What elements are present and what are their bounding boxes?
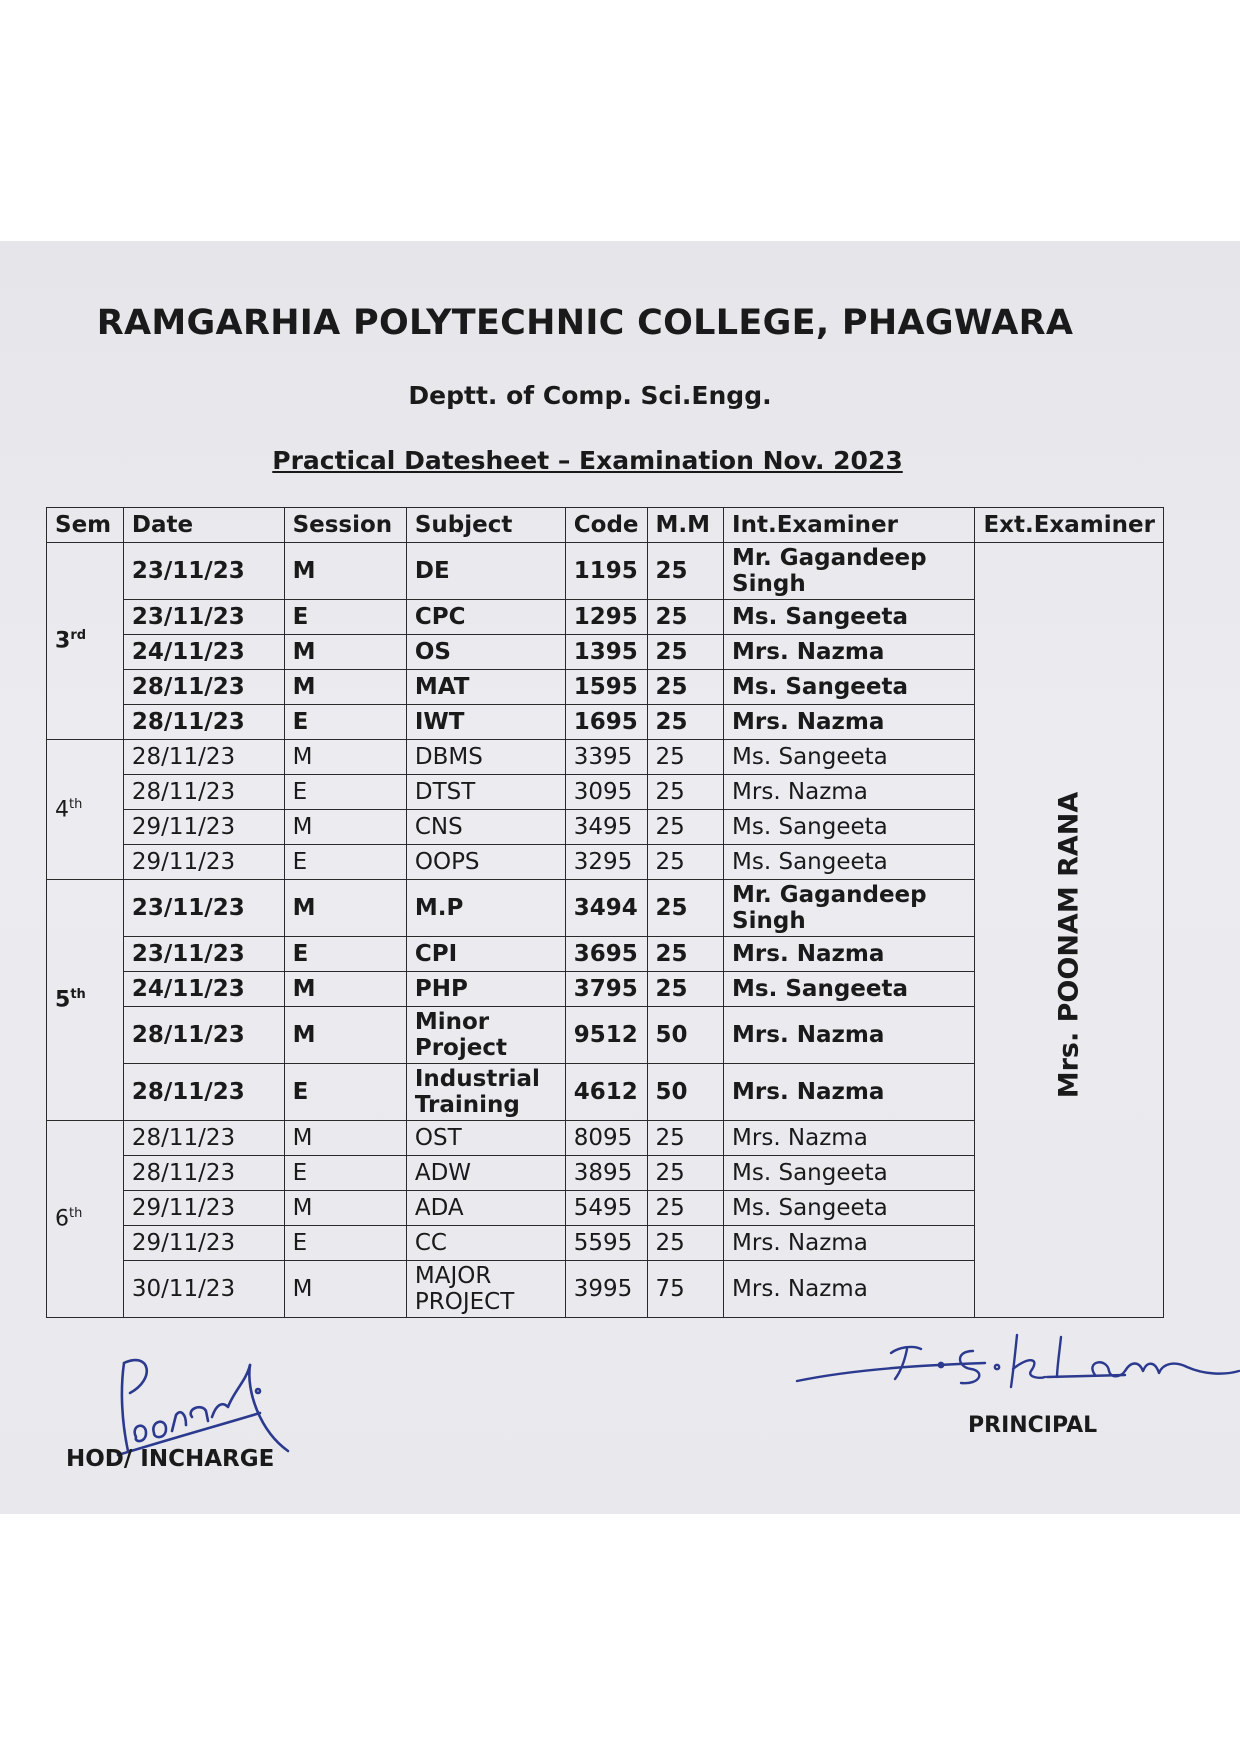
max-marks-cell: 50 xyxy=(647,1007,724,1064)
int-examiner-cell: Ms. Sangeeta xyxy=(724,845,975,880)
subject-cell: DBMS xyxy=(406,740,565,775)
principal-label: PRINCIPAL xyxy=(968,1413,1098,1438)
int-examiner-cell: Mrs. Nazma xyxy=(724,1121,975,1156)
subject-cell: ADW xyxy=(406,1156,565,1191)
code-cell: 1395 xyxy=(565,635,647,670)
date-cell: 29/11/23 xyxy=(123,1226,284,1261)
session-cell: M xyxy=(284,1191,406,1226)
subject-cell: CNS xyxy=(406,810,565,845)
code-cell: 9512 xyxy=(565,1007,647,1064)
date-cell: 29/11/23 xyxy=(123,845,284,880)
code-cell: 1695 xyxy=(565,705,647,740)
code-cell: 1295 xyxy=(565,600,647,635)
max-marks-cell: 25 xyxy=(647,600,724,635)
column-header: M.M xyxy=(647,508,724,543)
code-cell: 5495 xyxy=(565,1191,647,1226)
max-marks-cell: 25 xyxy=(647,543,724,600)
int-examiner-cell: Ms. Sangeeta xyxy=(724,740,975,775)
subject-cell: Minor Project xyxy=(406,1007,565,1064)
date-cell: 30/11/23 xyxy=(123,1261,284,1318)
semester-cell: 5th xyxy=(47,880,124,1121)
session-cell: E xyxy=(284,845,406,880)
column-header: Int.Examiner xyxy=(724,508,975,543)
code-cell: 3695 xyxy=(565,937,647,972)
date-cell: 28/11/23 xyxy=(123,670,284,705)
date-cell: 29/11/23 xyxy=(123,810,284,845)
max-marks-cell: 25 xyxy=(647,1226,724,1261)
code-cell: 5595 xyxy=(565,1226,647,1261)
principal-signature xyxy=(795,1331,1240,1401)
document-sheet xyxy=(0,241,1240,1514)
code-cell: 4612 xyxy=(565,1064,647,1121)
code-cell: 3095 xyxy=(565,775,647,810)
subject-cell: Industrial Training xyxy=(406,1064,565,1121)
column-header: Sem xyxy=(47,508,124,543)
code-cell: 3895 xyxy=(565,1156,647,1191)
subject-cell: OS xyxy=(406,635,565,670)
ext-examiner-cell xyxy=(975,543,1164,1318)
int-examiner-cell: Mrs. Nazma xyxy=(724,1007,975,1064)
int-examiner-cell: Mrs. Nazma xyxy=(724,775,975,810)
max-marks-cell: 25 xyxy=(647,937,724,972)
hod-label: HOD/ INCHARGE xyxy=(66,1446,275,1472)
date-cell: 23/11/23 xyxy=(123,543,284,600)
session-cell: M xyxy=(284,670,406,705)
date-cell: 23/11/23 xyxy=(123,937,284,972)
college-title: RAMGARHIA POLYTECHNIC COLLEGE, PHAGWARA xyxy=(96,303,1074,343)
int-examiner-cell: Mr. Gagandeep Singh xyxy=(724,543,975,600)
column-header: Subject xyxy=(406,508,565,543)
hod-signature xyxy=(110,1351,300,1461)
max-marks-cell: 75 xyxy=(647,1261,724,1318)
subject-cell: M.P xyxy=(406,880,565,937)
session-cell: M xyxy=(284,740,406,775)
session-cell: M xyxy=(284,1007,406,1064)
max-marks-cell: 25 xyxy=(647,1156,724,1191)
code-cell: 8095 xyxy=(565,1121,647,1156)
date-cell: 24/11/23 xyxy=(123,635,284,670)
date-cell: 28/11/23 xyxy=(123,705,284,740)
date-cell: 28/11/23 xyxy=(123,1064,284,1121)
semester-cell: 6th xyxy=(47,1121,124,1318)
date-cell: 23/11/23 xyxy=(123,880,284,937)
subject-cell: MAT xyxy=(406,670,565,705)
date-cell: 28/11/23 xyxy=(123,1121,284,1156)
max-marks-cell: 25 xyxy=(647,1121,724,1156)
date-cell: 28/11/23 xyxy=(123,1156,284,1191)
session-cell: E xyxy=(284,1064,406,1121)
int-examiner-cell: Mrs. Nazma xyxy=(724,1064,975,1121)
max-marks-cell: 25 xyxy=(647,845,724,880)
int-examiner-cell: Ms. Sangeeta xyxy=(724,600,975,635)
session-cell: E xyxy=(284,1226,406,1261)
max-marks-cell: 25 xyxy=(647,705,724,740)
ext-examiner-name: Mrs. POONAM RANA xyxy=(1053,792,1085,1099)
max-marks-cell: 25 xyxy=(647,740,724,775)
int-examiner-cell: Ms. Sangeeta xyxy=(724,1156,975,1191)
max-marks-cell: 25 xyxy=(647,880,724,937)
code-cell: 3494 xyxy=(565,880,647,937)
max-marks-cell: 25 xyxy=(647,635,724,670)
date-cell: 28/11/23 xyxy=(123,740,284,775)
session-cell: M xyxy=(284,810,406,845)
int-examiner-cell: Ms. Sangeeta xyxy=(724,670,975,705)
code-cell: 3795 xyxy=(565,972,647,1007)
session-cell: M xyxy=(284,880,406,937)
int-examiner-cell: Ms. Sangeeta xyxy=(724,972,975,1007)
code-cell: 3395 xyxy=(565,740,647,775)
date-cell: 28/11/23 xyxy=(123,775,284,810)
signature-strokes xyxy=(118,1360,288,1455)
subject-cell: DTST xyxy=(406,775,565,810)
code-cell: 3495 xyxy=(565,810,647,845)
column-header: Ext.Examiner xyxy=(975,508,1164,543)
code-cell: 1195 xyxy=(565,543,647,600)
datesheet-table xyxy=(46,507,1164,1318)
int-examiner-cell: Mrs. Nazma xyxy=(724,705,975,740)
max-marks-cell: 50 xyxy=(647,1064,724,1121)
subject-cell: OOPS xyxy=(406,845,565,880)
subject-cell: OST xyxy=(406,1121,565,1156)
session-cell: M xyxy=(284,1261,406,1318)
int-examiner-cell: Mrs. Nazma xyxy=(724,1261,975,1318)
subject-cell: CPI xyxy=(406,937,565,972)
subject-cell: MAJOR PROJECT xyxy=(406,1261,565,1318)
session-cell: E xyxy=(284,705,406,740)
table-header-row xyxy=(47,508,1164,543)
semester-cell: 3rd xyxy=(47,543,124,740)
int-examiner-cell: Mr. Gagandeep Singh xyxy=(724,880,975,937)
session-cell: M xyxy=(284,543,406,600)
semester-cell: 4th xyxy=(47,740,124,880)
subject-cell: IWT xyxy=(406,705,565,740)
int-examiner-cell: Mrs. Nazma xyxy=(724,937,975,972)
code-cell: 1595 xyxy=(565,670,647,705)
subject-cell: CC xyxy=(406,1226,565,1261)
date-cell: 24/11/23 xyxy=(123,972,284,1007)
max-marks-cell: 25 xyxy=(647,972,724,1007)
session-cell: E xyxy=(284,600,406,635)
int-examiner-cell: Mrs. Nazma xyxy=(724,1226,975,1261)
int-examiner-cell: Ms. Sangeeta xyxy=(724,810,975,845)
column-header: Session xyxy=(284,508,406,543)
session-cell: E xyxy=(284,775,406,810)
session-cell: M xyxy=(284,1121,406,1156)
subject-cell: ADA xyxy=(406,1191,565,1226)
int-examiner-cell: Ms. Sangeeta xyxy=(724,1191,975,1226)
subject-cell: CPC xyxy=(406,600,565,635)
datesheet-title: Practical Datesheet – Examination Nov. 2023 xyxy=(272,446,903,475)
department-name: Deptt. of Comp. Sci.Engg. xyxy=(408,381,772,410)
max-marks-cell: 25 xyxy=(647,810,724,845)
session-cell: M xyxy=(284,972,406,1007)
code-cell: 3995 xyxy=(565,1261,647,1318)
code-cell: 3295 xyxy=(565,845,647,880)
int-examiner-cell: Mrs. Nazma xyxy=(724,635,975,670)
subject-cell: PHP xyxy=(406,972,565,1007)
column-header: Code xyxy=(565,508,647,543)
session-cell: E xyxy=(284,937,406,972)
max-marks-cell: 25 xyxy=(647,775,724,810)
date-cell: 29/11/23 xyxy=(123,1191,284,1226)
max-marks-cell: 25 xyxy=(647,1191,724,1226)
date-cell: 28/11/23 xyxy=(123,1007,284,1064)
session-cell: E xyxy=(284,1156,406,1191)
column-header: Date xyxy=(123,508,284,543)
date-cell: 23/11/23 xyxy=(123,600,284,635)
max-marks-cell: 25 xyxy=(647,670,724,705)
table-row xyxy=(47,543,1164,600)
subject-cell: DE xyxy=(406,543,565,600)
session-cell: M xyxy=(284,635,406,670)
